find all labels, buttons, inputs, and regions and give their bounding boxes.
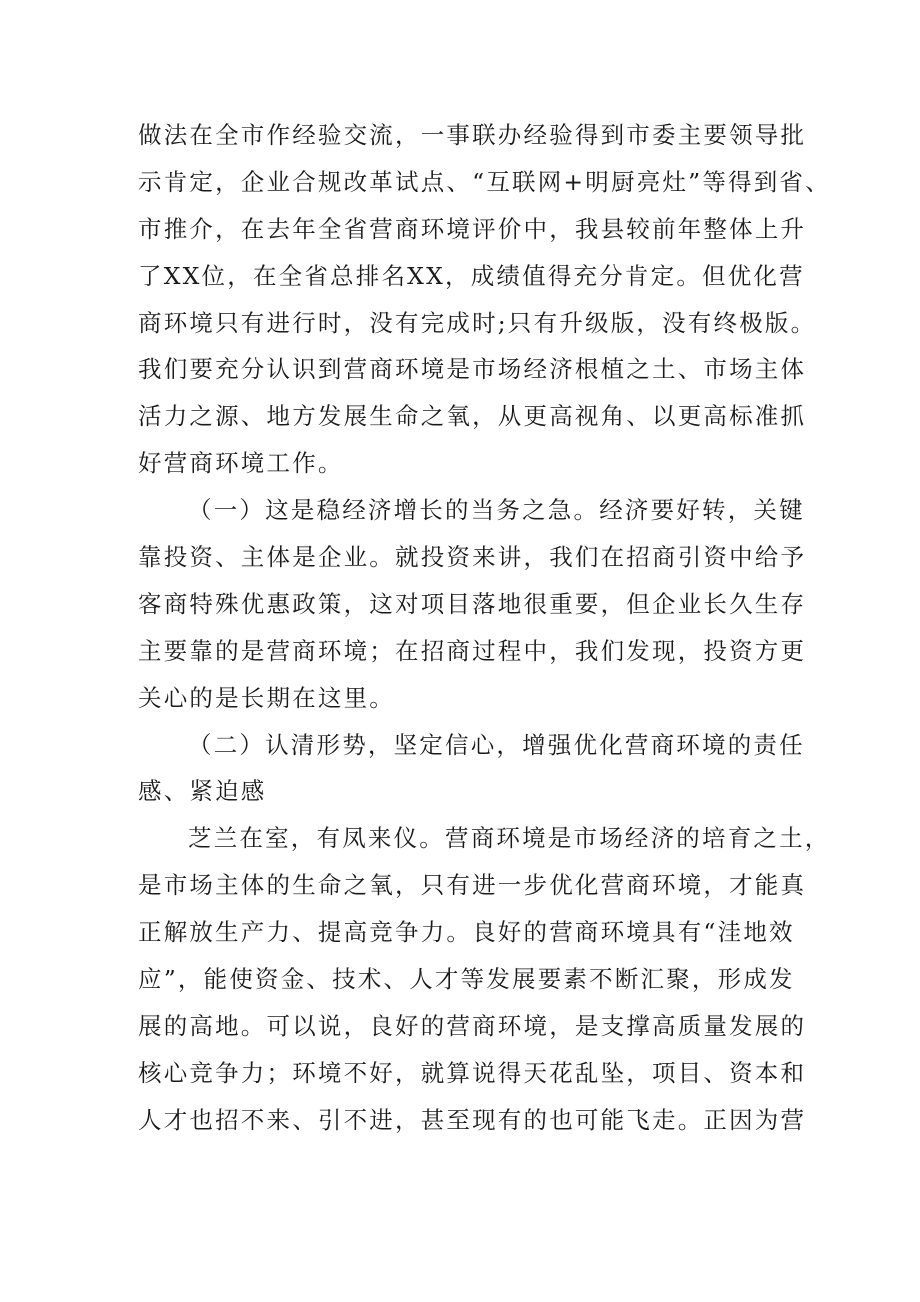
text-line: 了XX位，在全省总排名XX，成绩值得充分肯定。但优化营 [138, 261, 805, 290]
text-line: 感、紧迫感 [138, 777, 267, 806]
text-line: 主要靠的是营商环境；在招商过程中，我们发现，投资方更 [138, 636, 807, 665]
body-text [138, 112, 831, 1144]
text-line: 市推介，在去年全省营商环境评价中，我县较前年整体上升 [138, 214, 807, 243]
text-line: 商环境只有进行时，没有完成时;只有升级版，没有终极版。 [138, 308, 817, 337]
text-line: 人才也招不来、引不进，甚至现有的也可能飞走。正因为营 [138, 1105, 807, 1134]
section-heading-2: （二）认清形势，坚定信心，增强优化营商环境的责任 [188, 730, 805, 759]
paragraph-start: 芝兰在室，有凤来仪。营商环境是市场经济的培育之土， [188, 824, 831, 853]
text-line: 靠投资、主体是企业。就投资来讲，我们在招商引资中给予 [138, 543, 807, 572]
text-line: 活力之源、地方发展生命之氧，从更高视角、以更高标准抓 [138, 402, 807, 431]
text-line: 示肯定，企业合规改革试点、“互联网+明厨亮灶”等得到省、 [138, 167, 831, 196]
text-line: 客商特殊优惠政策，这对项目落地很重要，但企业长久生存 [138, 589, 807, 618]
text-line: 我们要充分认识到营商环境是市场经济根植之土、市场主体 [138, 355, 807, 384]
text-line: 好营商环境工作。 [138, 449, 344, 478]
text-line: 关心的是长期在这里。 [138, 683, 395, 712]
section-heading-1: （一）这是稳经济增长的当务之急。经济要好转，关键 [188, 496, 805, 525]
text-line: 正解放生产力、提高竞争力。良好的营商环境具有“洼地效 [138, 918, 795, 947]
text-line: 做法在全市作经验交流，一事联办经验得到市委主要领导批 [138, 121, 807, 149]
text-line: 核心竞争力；环境不好，就算说得天花乱坠，项目、资本和 [138, 1058, 807, 1087]
text-line: 应”，能使资金、技术、人才等发展要素不断汇聚，形成发 [138, 965, 795, 994]
text-line: 是市场主体的生命之氧，只有进一步优化营商环境，才能真 [138, 871, 807, 900]
text-line: 展的高地。可以说，良好的营商环境，是支撑高质量发展的 [138, 1011, 807, 1040]
